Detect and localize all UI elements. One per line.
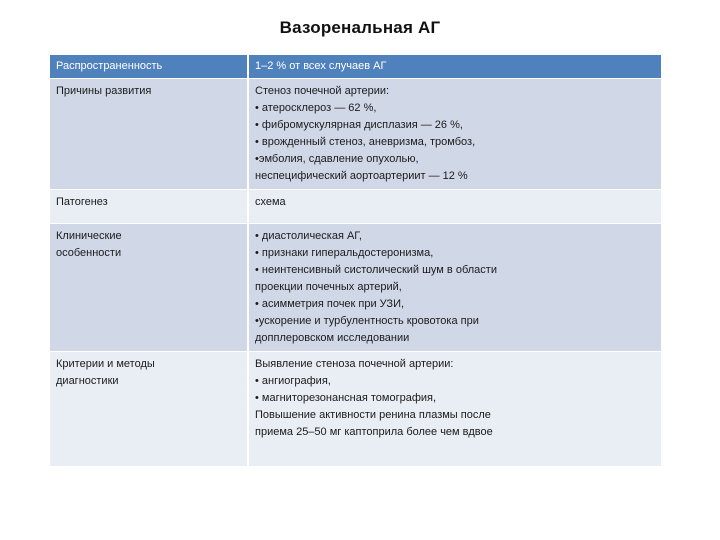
- table-row-causes: [50, 79, 661, 190]
- header-cell-value: 1–2 % от всех случаев АГ: [248, 55, 661, 79]
- value-line: • врожденный стеноз, аневризма, тромбоз,: [255, 136, 476, 148]
- value-line: проекции почечных артерий,: [255, 281, 402, 293]
- slide-title: Вазоренальная АГ: [279, 18, 441, 37]
- label-line: диагностики: [56, 375, 119, 387]
- value-line: неспецифический аортоартериит — 12 %: [255, 170, 468, 182]
- table-row-diagnostics: [50, 352, 661, 467]
- label-line: Клинические: [56, 230, 122, 242]
- value-line: • атеросклероз — 62 %,: [255, 102, 377, 114]
- value-line: •ускорение и турбулентность кровотока при: [255, 315, 479, 327]
- value-line: Выявление стеноза почечной артерии:: [255, 358, 454, 370]
- table-row-pathogenesis: [50, 190, 661, 224]
- row-label: [50, 190, 248, 224]
- row-value: [248, 352, 661, 467]
- value-line: • диастолическая АГ,: [255, 230, 362, 242]
- value-line: допплеровском исследовании: [255, 332, 410, 344]
- row-label: [50, 79, 248, 190]
- row-label: [50, 352, 248, 467]
- row-label: [50, 224, 248, 352]
- label-line: Причины развития: [56, 85, 152, 97]
- value-line: Стеноз почечной артерии:: [255, 85, 390, 97]
- value-line: • ангиография,: [255, 375, 331, 387]
- row-value: [248, 190, 661, 224]
- header-cell-label: Распространенность: [50, 55, 248, 79]
- value-line: приема 25–50 мг каптоприла более чем вдвое: [255, 426, 493, 438]
- table-row-clinical: [50, 224, 661, 352]
- value-line: Повышение активности ренина плазмы после: [255, 409, 491, 421]
- label-line: особенности: [56, 247, 122, 259]
- value-line: • асимметрия почек при УЗИ,: [255, 298, 405, 310]
- table-header-row: [50, 55, 661, 79]
- label-line: Патогенез: [56, 196, 108, 208]
- row-value: [248, 224, 661, 352]
- value-line: •эмболия, сдавление опухолью,: [255, 153, 419, 165]
- row-value: [248, 79, 661, 190]
- value-line: • магниторезонансная томография,: [255, 392, 437, 404]
- value-line: • фибромускулярная дисплазия — 26 %,: [255, 119, 463, 131]
- value-line: • неинтенсивный систолический шум в области: [255, 264, 497, 276]
- label-line: Критерии и методы: [56, 358, 155, 370]
- value-line: схема: [255, 196, 286, 208]
- info-table: [50, 55, 661, 467]
- value-line: • признаки гиперальдостеронизма,: [255, 247, 434, 259]
